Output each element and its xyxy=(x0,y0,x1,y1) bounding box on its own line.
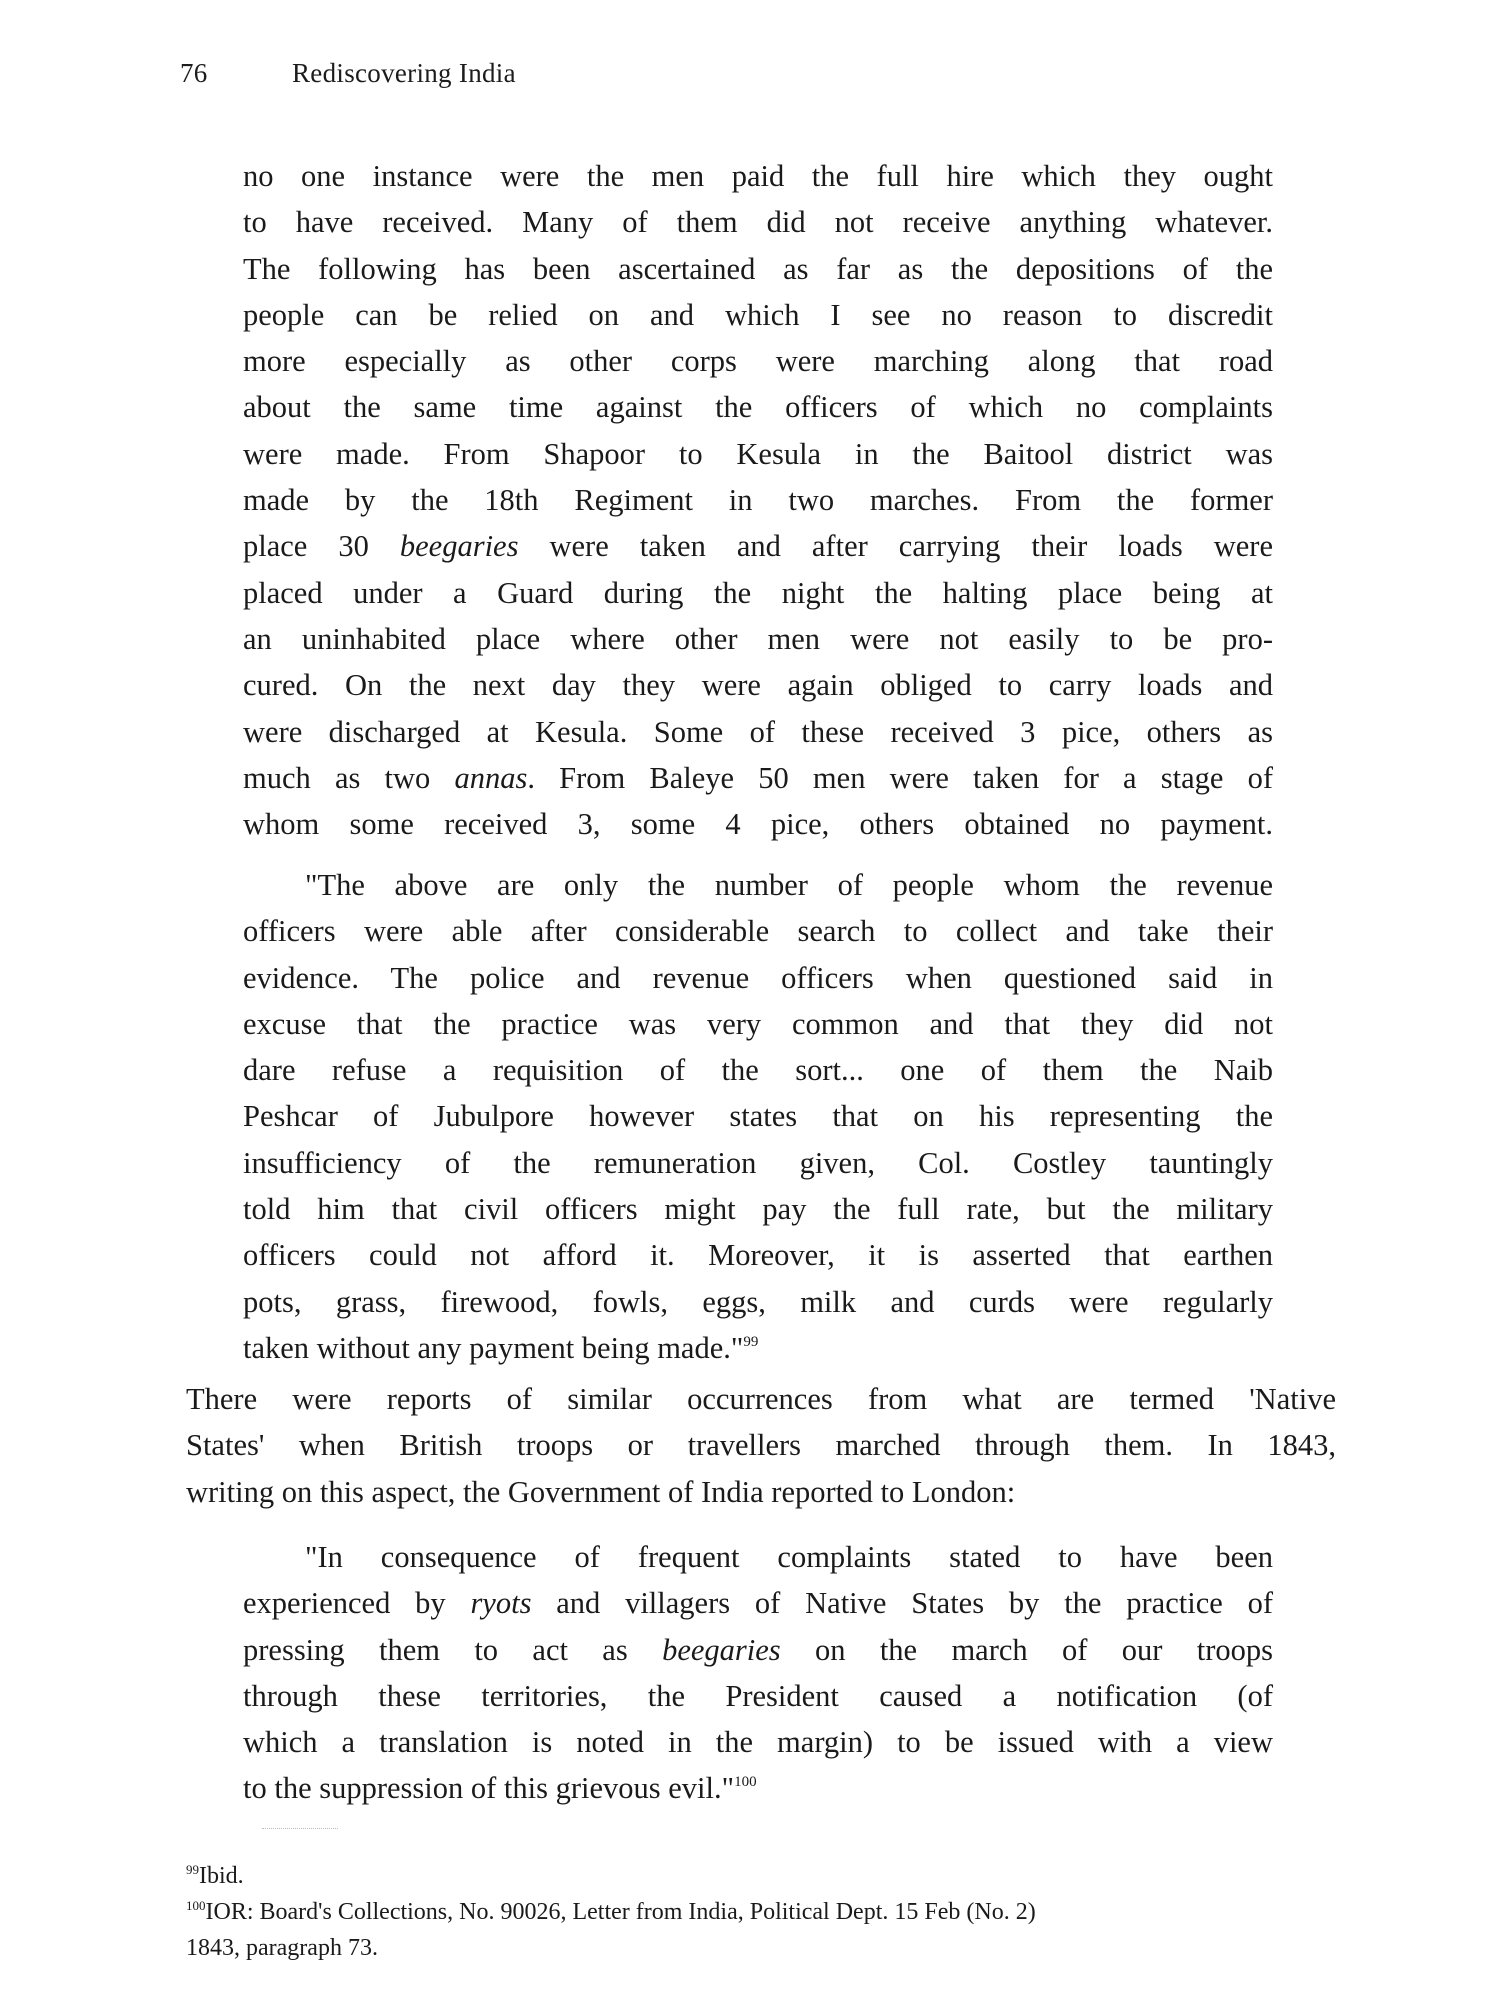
italic-term: beegaries xyxy=(662,1632,781,1667)
text-run: taken without any payment being made." xyxy=(243,1330,744,1365)
text-run: to the suppression of this grievous evil." xyxy=(243,1771,735,1806)
text-line: placed under a Guard during the night the halting place being at xyxy=(243,575,1273,610)
text-line: insufficiency of the remuneration given, Col. Costley tauntingly xyxy=(243,1145,1273,1180)
text-run: place 30 xyxy=(243,529,400,564)
footnote-number: 99 xyxy=(186,1862,199,1877)
block-quote-government-report xyxy=(243,1534,1273,1812)
text-line: States' when British troops or travellers marched through them. In 1843, xyxy=(186,1428,1336,1463)
text-line: "In consequence of frequent complaints stated to have been xyxy=(305,1540,1273,1574)
text-line: more especially as other corps were marching along that road xyxy=(243,344,1273,379)
footnote-text-continued: 1843, paragraph 73. xyxy=(186,1935,378,1961)
text-line: whom some received 3, some 4 pice, others obtained no payment. xyxy=(243,807,1273,842)
footnote-separator xyxy=(262,1828,338,1829)
text-line: were discharged at Kesula. Some of these received 3 pice, others as xyxy=(243,714,1273,749)
text-line xyxy=(243,1325,1273,1371)
text-line: pots, grass, firewood, fowls, eggs, milk and curds were regularly xyxy=(243,1284,1273,1319)
text-line: an uninhabited place where other men were not easily to be pro- xyxy=(243,621,1273,656)
text-line xyxy=(243,1765,1273,1811)
text-line: dare refuse a requisition of the sort... one of them the Naib xyxy=(243,1053,1273,1088)
text-run: and villagers of Native States by the practice of xyxy=(531,1586,1273,1621)
text-line xyxy=(243,523,1273,569)
text-line: "The above are only the number of people whom the revenue xyxy=(305,868,1273,902)
block-quote-revenue-officers xyxy=(243,862,1273,1371)
footnote-ref-99[interactable]: 99 xyxy=(743,1333,759,1350)
footnote-99 xyxy=(186,1858,1336,1894)
text-line: The following has been ascertained as far as the depositions of the xyxy=(243,251,1273,286)
text-run: much as two xyxy=(243,760,455,795)
footnote-ref-100[interactable]: 100 xyxy=(734,1774,757,1791)
body-paragraph xyxy=(186,1376,1336,1515)
text-line: no one instance were the men paid the full hire which they ought xyxy=(243,159,1273,193)
text-line xyxy=(243,755,1273,801)
italic-term: beegaries xyxy=(399,529,519,564)
text-line xyxy=(243,1580,1273,1626)
page-number: 76 xyxy=(180,58,208,88)
footnote-text: Ibid. xyxy=(199,1863,244,1889)
italic-term: annas xyxy=(454,760,528,795)
text-line: officers could not afford it. Moreover, it is asserted that earthen xyxy=(243,1238,1273,1273)
text-line: made by the 18th Regiment in two marches. From the former xyxy=(243,483,1273,518)
text-line: which a translation is noted in the margin) to be issued with a view xyxy=(243,1725,1273,1760)
book-title: Rediscovering India xyxy=(292,58,516,88)
footnotes xyxy=(186,1858,1336,1966)
italic-term: ryots xyxy=(470,1586,532,1621)
running-head xyxy=(180,58,516,89)
text-line: people can be relied on and which I see no reason to discredit xyxy=(243,297,1273,332)
text-run: were taken and after carrying their loads were xyxy=(518,529,1273,564)
text-line: told him that civil officers might pay the full rate, but the military xyxy=(243,1192,1273,1227)
text-line: cured. On the next day they were again obliged to carry loads and xyxy=(243,668,1273,703)
text-line: to have received. Many of them did not receive anything whatever. xyxy=(243,205,1273,240)
footnote-100 xyxy=(186,1894,1336,1966)
text-line: There were reports of similar occurrences from what are termed 'Native xyxy=(186,1382,1336,1416)
text-line: excuse that the practice was very common and that they did not xyxy=(243,1006,1273,1041)
text-line xyxy=(243,1627,1273,1673)
text-line: through these territories, the President caused a notification (of xyxy=(243,1678,1273,1713)
text-run: experienced by xyxy=(243,1586,471,1621)
text-line: officers were able after considerable search to collect and take their xyxy=(243,914,1273,949)
text-run: on the march of our troops xyxy=(780,1632,1274,1667)
text-line: Peshcar of Jubulpore however states that on his representing the xyxy=(243,1099,1273,1134)
text-run: pressing them to act as xyxy=(243,1632,663,1667)
footnote-number: 100 xyxy=(186,1898,206,1913)
text-line: evidence. The police and revenue officers when questioned said in xyxy=(243,960,1273,995)
block-quote-continued xyxy=(243,153,1273,847)
text-line: were made. From Shapoor to Kesula in the Baitool district was xyxy=(243,436,1273,471)
text-line: about the same time against the officers of which no complaints xyxy=(243,390,1273,425)
text-line: writing on this aspect, the Government of India reported to London: xyxy=(186,1474,1016,1509)
text-run: . From Baleye 50 men were taken for a stage of xyxy=(527,760,1273,795)
footnote-text: IOR: Board's Collections, No. 90026, Letter from India, Political Dept. 15 Feb (No. 2) xyxy=(205,1899,1036,1925)
